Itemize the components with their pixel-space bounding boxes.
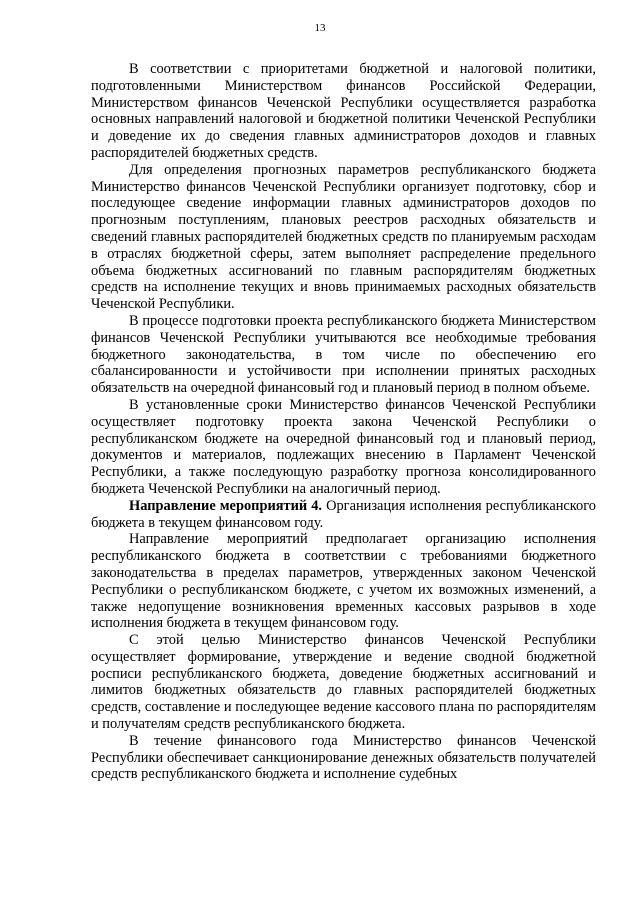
section-label: Направление мероприятий 4.	[129, 497, 323, 514]
paragraph-3: В процессе подготовки проекта республиканского бюджета Министерством финансов Чеченской Республики учитываются все необходимые требования бюджетного законодательства, в том числе по обеспечению его сбалансированности и устойчивости при исполнении принятых расходных обязательств на очередной финансовый год и плановый период в полном объеме.	[91, 312, 596, 397]
section-title: Организация исполнения республиканского бюджета в текущем финансовом году.	[91, 497, 596, 531]
paragraph-5: Направление мероприятий предполагает организацию исполнения республиканского бюджета в соответствии с требованиями бюджетного законодательства в пределах параметров, утвержденных законом Чеченской Республики о республиканском бюджете, с учетом их возможных изменений, а также недопущение возникновения временных кассовых разрывов в ходе исполнения бюджета в текущем финансовом году.	[91, 531, 596, 632]
paragraph-2: Для определения прогнозных параметров республиканского бюджета Министерство финансов Чеченской Республики организует подготовку, сбор и последующее сведение информации главных администраторов доходов по прогнозным поступлениям, плановых реестров расходных обязательств и сведений главных распорядителей бюджетных средств по планируемым расходам в отраслях бюджетной сферы, затем выполняет распределение предельного объема бюджетных ассигнований по главным распорядителям бюджетных средств на исполнение текущих и вновь принимаемых расходных обязательств Чеченской Республики.	[91, 161, 596, 313]
paragraph-7: В течение финансового года Министерство финансов Чеченской Республики обеспечивает санкционирование денежных обязательств получателей средств республиканского бюджета и исполнение судебных	[91, 732, 596, 783]
paragraph-6: С этой целью Министерство финансов Чеченской Республики осуществляет формирование, утверждение и ведение сводной бюджетной росписи республиканского бюджета, доведение бюджетных ассигнований и лимитов бюджетных обязательств до главных распорядителей бюджетных средств, составление и последующее ведение кассового плана по распорядителям и получателям средств республиканского бюджета.	[91, 632, 596, 733]
document-body	[91, 61, 596, 783]
paragraph-4: В установленные сроки Министерство финансов Чеченской Республики осуществляет подготовку проекта закона Чеченской Республики о республиканском бюджете на очередной финансовый год и плановый период, документов и материалов, подлежащих внесению в Парламент Чеченской Республики, а также последующую разработку прогноза консолидированного бюджета Чеченской Республики на аналогичный период.	[91, 396, 596, 497]
paragraph-1: В соответствии с приоритетами бюджетной и налоговой политики, подготовленными Министерством финансов Российской Федерации, Министерством финансов Чеченской Республики осуществляется разработка основных направлений налоговой и бюджетной политики Чеченской Республики и доведение их до сведения главных администраторов доходов и главных распорядителей бюджетных средств.	[91, 61, 596, 161]
page-number: 13	[314, 22, 326, 34]
section-heading	[91, 498, 596, 532]
